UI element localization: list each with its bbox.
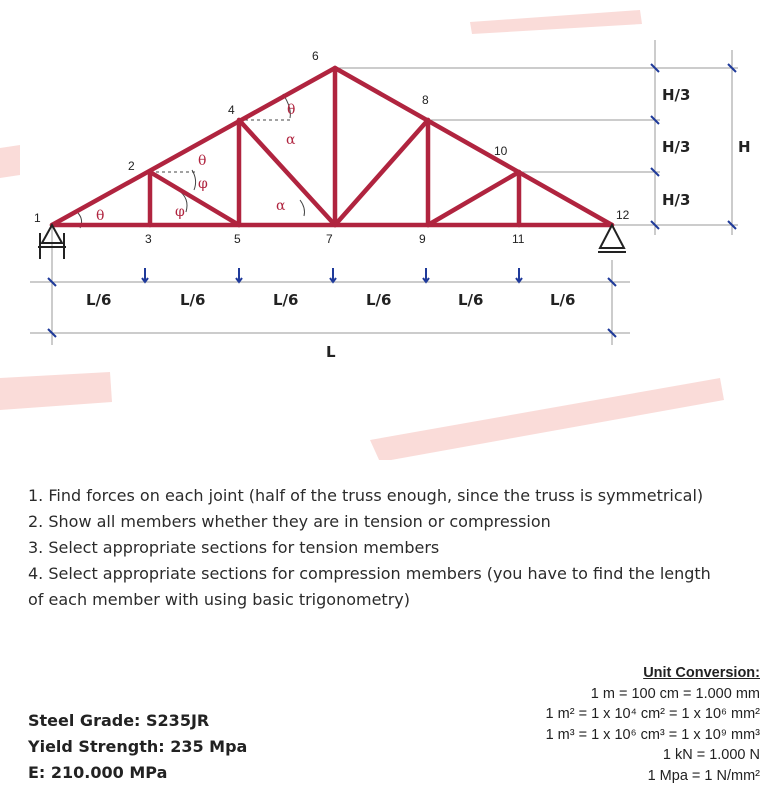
roller-support-right [600,225,624,248]
conversion-line: 1 m = 100 cm = 1.000 mm [590,685,760,702]
task-item: of each member with using basic trigonometry) [28,590,410,609]
alpha-label: α [276,198,286,214]
task-item: 2. Show all members whether they are in tension or compression [28,512,551,531]
span-labels [86,291,575,361]
span-label: L/6 [550,291,576,309]
node-label: 12 [616,208,630,222]
background-stamp [0,10,724,460]
theta-label: θ [198,153,207,169]
node-label: 7 [326,232,333,246]
height-label: H/3 [662,138,691,156]
task-item: 3. Select appropriate sections for tension members [28,538,440,557]
height-label: H/3 [662,191,691,209]
top-chord-right [335,68,612,225]
conversion-line: 1 m³ = 1 x 10⁶ cm³ = 1 x 10⁹ mm³ [545,726,760,743]
phi-label: φ [198,176,208,192]
height-total-label: H [738,138,751,156]
task-item: 1. Find forces on each joint (half of the truss enough, since the truss is symmetrical) [28,486,704,505]
node-label: 11 [512,232,525,246]
span-label: L/6 [180,291,206,309]
node-label: 1 [34,211,41,225]
conversion-line: 1 kN = 1.000 N [662,747,760,763]
span-label: L/6 [273,291,299,309]
steel-properties [28,708,247,786]
unit-conversion [546,663,760,786]
node-label: 9 [419,232,426,246]
span-total-label: L [326,343,336,361]
theta-label: θ [287,102,296,118]
node-label: 8 [422,93,429,107]
span-label: L/6 [86,291,112,309]
conversion-line: 1 Mpa = 1 N/mm² [647,767,760,784]
conversion-line: 1 m² = 1 x 10⁴ cm² = 1 x 10⁶ mm² [545,706,760,722]
node-label: 5 [234,232,241,246]
truss-members [52,68,612,225]
steel-grade: Steel Grade: S235JR [28,711,210,730]
unit-conversion-title: Unit Conversion: [643,665,760,681]
phi-label: φ [175,204,185,220]
node-label: 10 [494,144,508,158]
diagonal-7-8 [335,120,428,225]
yield-strength: Yield Strength: 235 Mpa [28,737,248,756]
task-item: 4. Select appropriate sections for compression members (you have to find the length [28,564,711,583]
task-list [28,483,758,613]
node-labels [34,49,630,246]
node-label: 4 [228,103,235,117]
node-label: 6 [312,49,319,63]
height-labels [662,86,751,209]
diagonal-9-10 [428,172,519,225]
theta-label: θ [96,208,105,224]
elastic-modulus: E: 210.000 MPa [28,763,168,782]
node-label: 2 [128,159,135,173]
span-label: L/6 [366,291,392,309]
height-label: H/3 [662,86,691,104]
node-label: 3 [145,232,152,246]
span-label: L/6 [458,291,484,309]
alpha-label: α [286,132,296,148]
angle-arcs [78,94,305,228]
diagonal-2-5 [150,172,239,225]
